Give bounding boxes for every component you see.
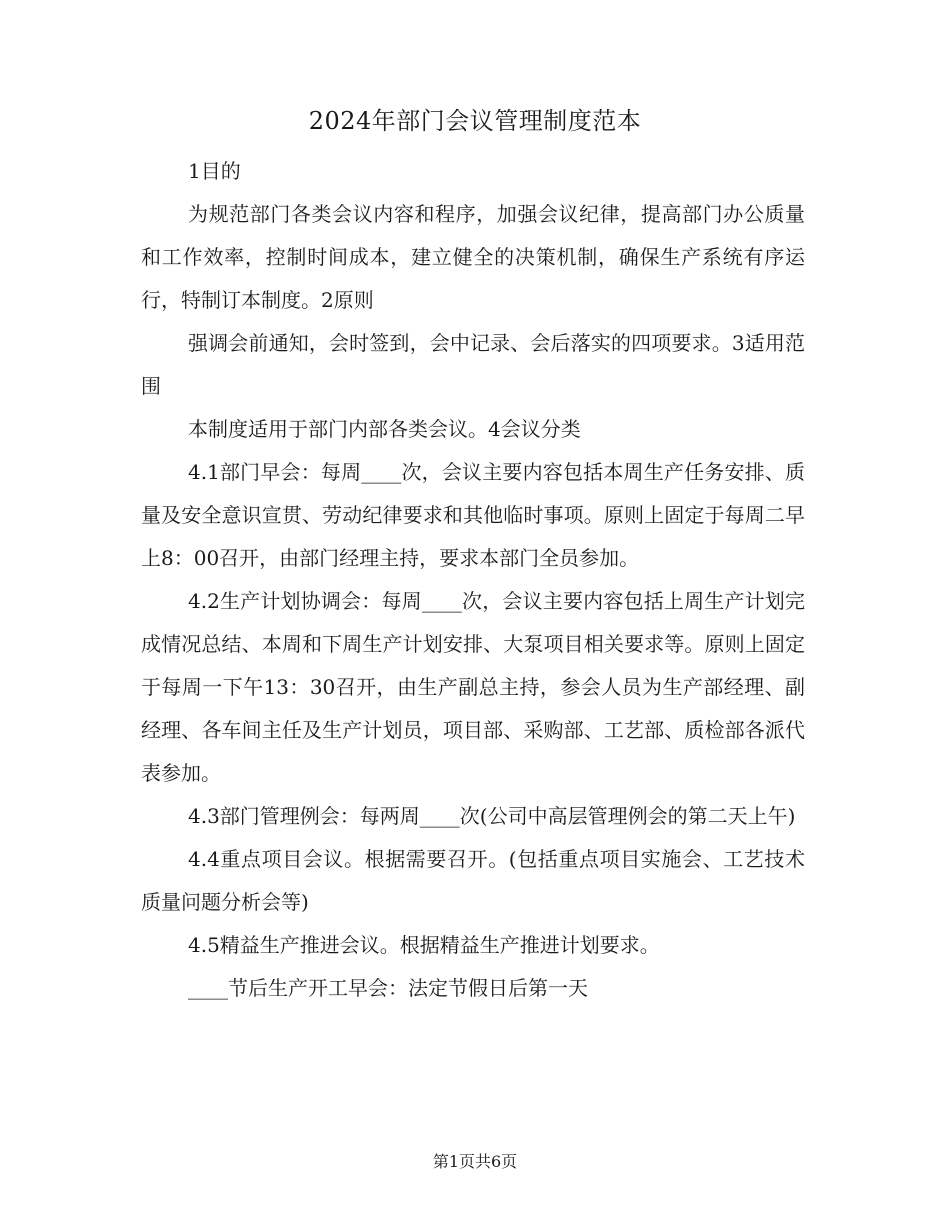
paragraph-planning-meeting: 4.2生产计划协调会：每周____次，会议主要内容包括上周生产计划完成情况总结、本周和下周生产计划安排、大泵项目相关要求等。原则上固定于每周一下午13：30召开，由生产副总主持，参会人员为生产部经理、副经理、各车间主任及生产计划员，项目部、采购部、工艺部、质检部各派代表参加。	[141, 589, 805, 785]
paragraph-key-project-meeting: 4.4重点项目会议。根据需要召开。(包括重点项目实施会、工艺技术质量问题分析会等)	[141, 847, 805, 914]
document-body	[141, 150, 805, 1010]
document-title: 2024年部门会议管理制度范本	[308, 107, 642, 135]
paragraph-purpose: 为规范部门各类会议内容和程序，加强会议纪律，提高部门办公质量和工作效率，控制时间成本，建立健全的决策机制，确保生产系统有序运行，特制订本制度。2原则	[141, 202, 805, 312]
paragraph-scope: 本制度适用于部门内部各类会议。4会议分类	[188, 417, 581, 441]
paragraph-lean-meeting: 4.5精益生产推进会议。根据精益生产推进计划要求。	[188, 933, 660, 957]
page-number: 第1页共6页	[432, 1152, 518, 1171]
paragraph-management-meeting: 4.3部门管理例会：每两周____次(公司中高层管理例会的第二天上午)	[188, 804, 796, 828]
paragraph-holiday-meeting: ____节后生产开工早会：法定节假日后第一天	[188, 976, 588, 1000]
paragraph-morning-meeting: 4.1部门早会：每周____次，会议主要内容包括本周生产任务安排、质量及安全意识宣贯、劳动纪律要求和其他临时事项。原则上固定于每周二早上8：00召开，由部门经理主持，要求本部门全员参加。	[141, 460, 805, 570]
paragraph-principles: 强调会前通知，会时签到，会中记录、会后落实的四项要求。3适用范围	[141, 331, 805, 398]
section-heading-purpose: 1目的	[188, 159, 241, 183]
